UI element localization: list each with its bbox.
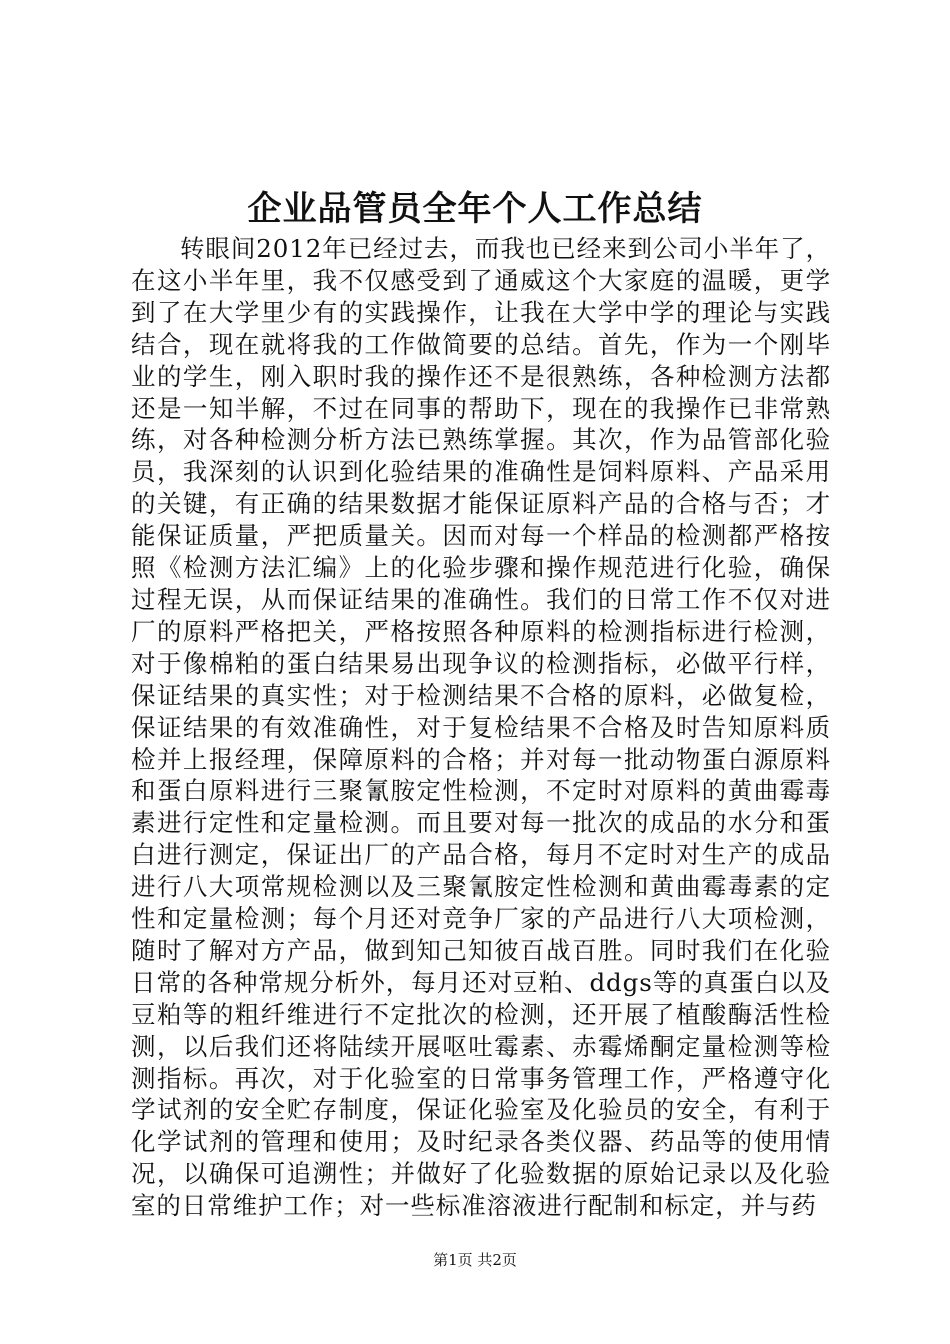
document-body-paragraph: 转眼间2012年已经过去，而我也已经来到公司小半年了，在这小半年里，我不仅感受到了通威这个大家庭的温暖，更学到了在大学里少有的实践操作，让我在大学中学的理论与实践结合，现在就将我的工作做简要的总结。首先，作为一个刚毕业的学生，刚入职时我的操作还不是很熟练，各种检测方法都还是一知半解，不过在同事的帮助下，现在的我操作已非常熟练，对各种检测分析方法已熟练掌握。其次，作为品管部化验员，我深刻的认识到化验结果的准确性是饲料原料、产品采用的关键，有正确的结果数据才能保证原料产品的合格与否；才能保证质量，严把质量关。因而对每一个样品的检测都严格按照《检测方法汇编》上的化验步骤和操作规范进行化验，确保过程无误，从而保证结果的准确性。我们的日常工作不仅对进厂的原料严格把关，严格按照各种原料的检测指标进行检测，对于像棉粕的蛋白结果易出现争议的检测指标，必做平行样，保证结果的真实性；对于检测结果不合格的原料，必做复检，保证结果的有效准确性，对于复检结果不合格及时告知原料质检并上报经理，保障原料的合格；并对每一批动物蛋白源原料和蛋白原料进行三聚氰胺定性检测，不定时对原料的黄曲霉毒素进行定性和定量检测。而且要对每一批次的成品的水分和蛋白进行测定，保证出厂的产品合格，每月不定时对生产的成品进行八大项常规检测以及三聚氰胺定性检测和黄曲霉毒素的定性和定量检测；每个月还对竞争厂家的产品进行八大项检测，随时了解对方产品，做到知己知彼百战百胜。同时我们在化验日常的各种常规分析外，每月还对豆粕、ddgs等的真蛋白以及豆粕等的粗纤维进行不定批次的检测，还开展了植酸酶活性检测，以后我们还将陆续开展呕吐霉素、赤霉烯酮定量检测等检测指标。再次，对于化验室的日常事务管理工作，严格遵守化学试剂的安全贮存制度，保证化验室及化验员的安全，有利于化学试剂的管理和使用；及时纪录各类仪器、药品等的使用情况，以确保可追溯性；并做好了化验数据的原始记录以及化验室的日常维护工作；对一些标准溶液进行配制和标定，并与药 [131, 234, 831, 1221]
page-number-footer: 第1页 共2页 [433, 1251, 517, 1269]
document-title: 企业品管员全年个人工作总结 [247, 189, 703, 229]
